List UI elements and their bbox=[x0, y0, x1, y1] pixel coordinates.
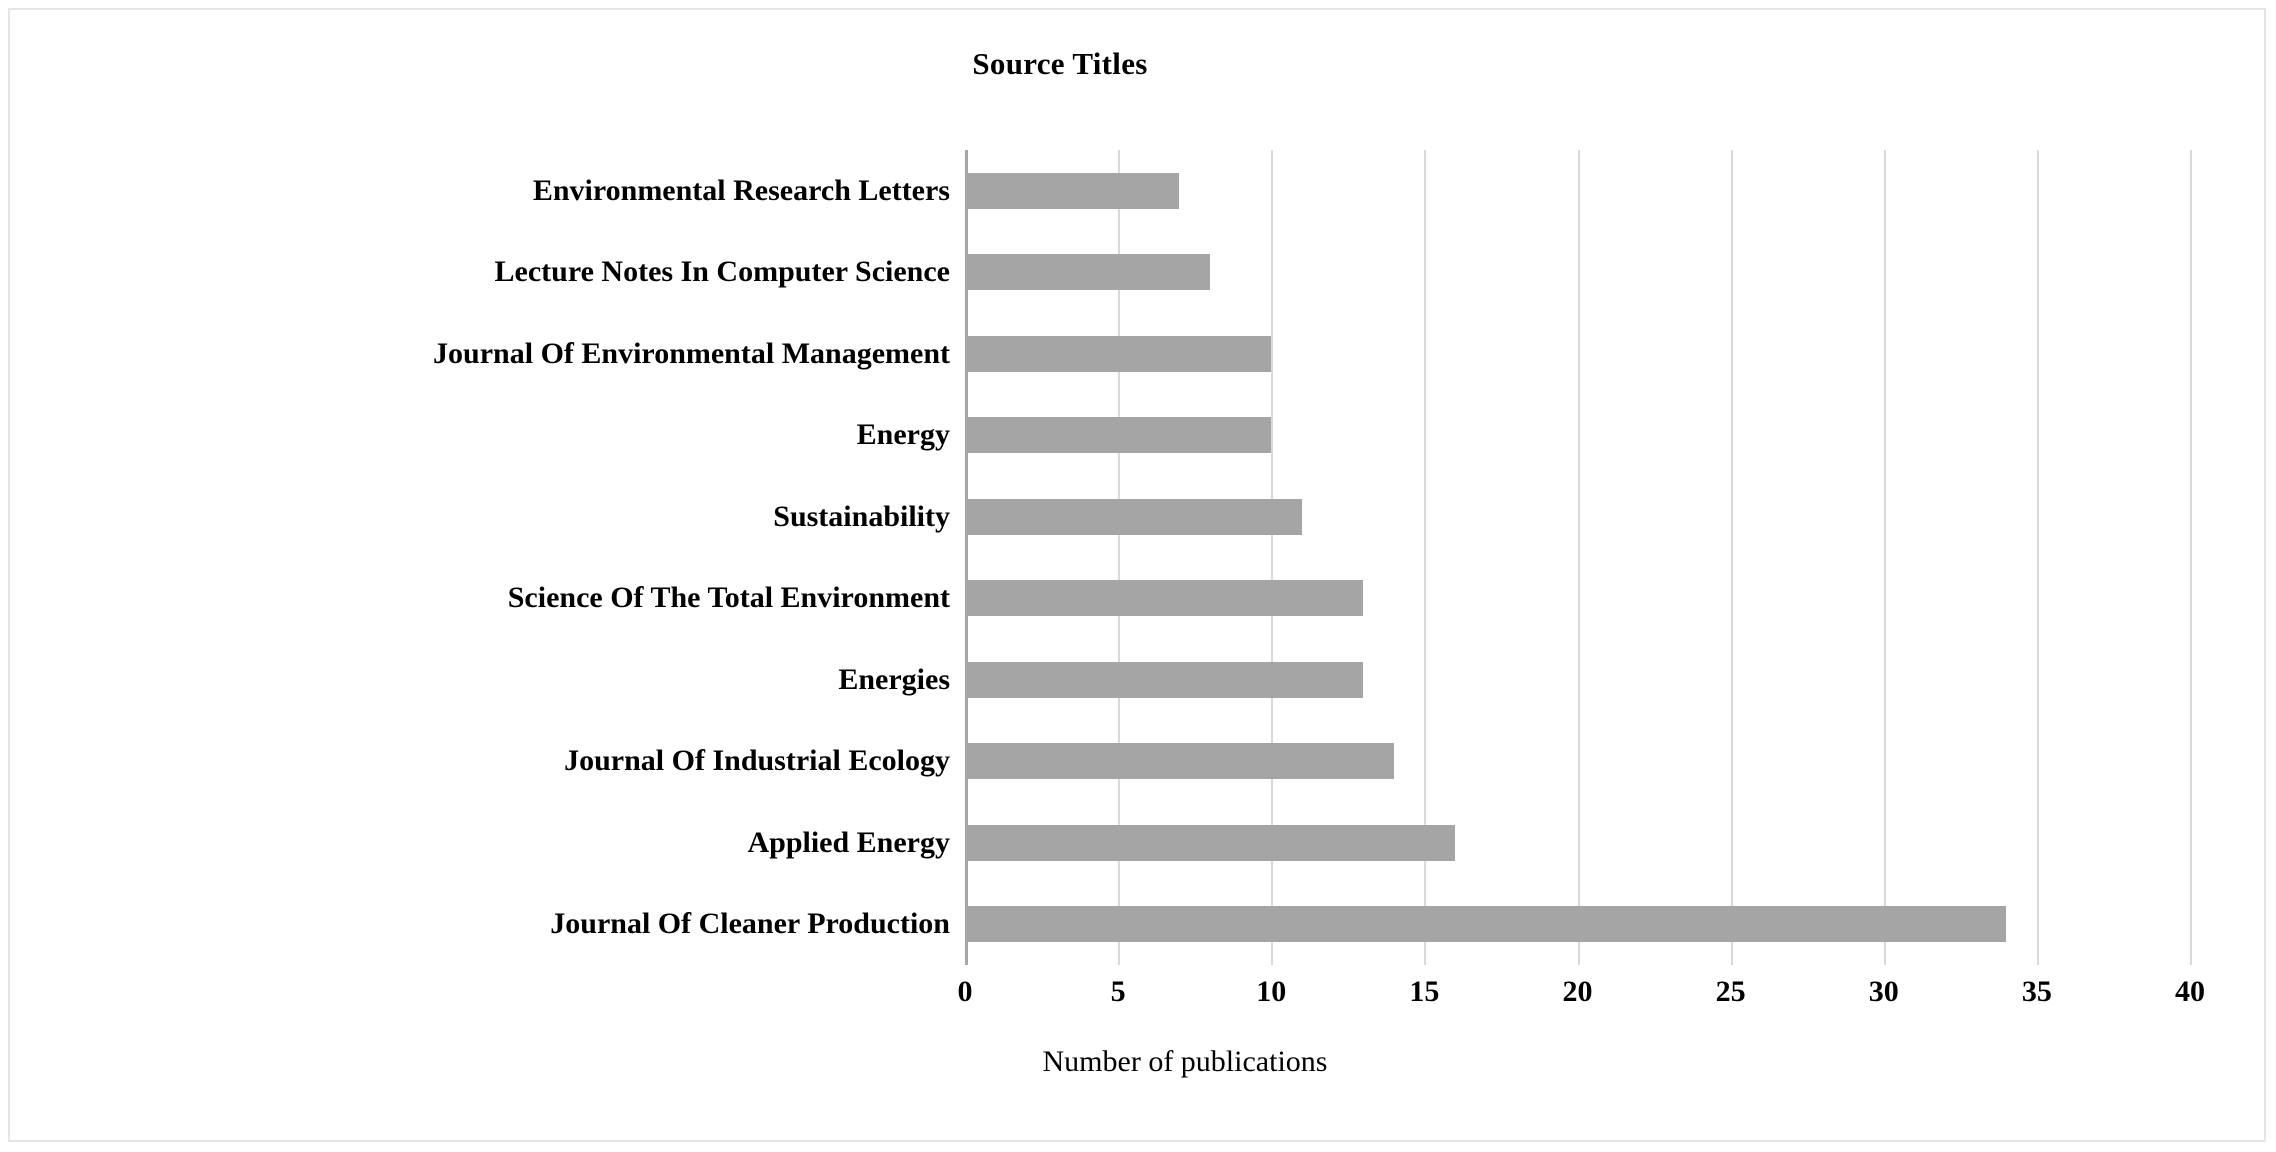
bar bbox=[965, 254, 1210, 290]
bar-row bbox=[965, 639, 2190, 721]
x-axis-tick-labels bbox=[957, 975, 2205, 1019]
bar bbox=[965, 336, 1271, 372]
bar bbox=[965, 825, 1455, 861]
x-tick-label: 0 bbox=[957, 975, 973, 1008]
category-label: Journal Of Environmental Management bbox=[433, 336, 950, 370]
bar-row bbox=[965, 884, 2190, 966]
x-tick-label: 15 bbox=[1409, 975, 1440, 1008]
chart-container bbox=[8, 8, 2266, 1142]
plot-area bbox=[965, 150, 2190, 965]
x-tick-label: 25 bbox=[1715, 975, 1746, 1008]
bar bbox=[965, 173, 1179, 209]
x-tick-label: 40 bbox=[2175, 975, 2205, 1008]
bar-row bbox=[965, 313, 2190, 395]
x-tick-label: 10 bbox=[1256, 975, 1287, 1008]
x-tick-label: 30 bbox=[1868, 975, 1899, 1008]
chart-title: Source Titles bbox=[972, 46, 1148, 81]
category-label: Lecture Notes In Computer Science bbox=[494, 255, 950, 289]
x-axis-title: Number of publications bbox=[1042, 1045, 1328, 1078]
category-label: Journal Of Cleaner Production bbox=[550, 907, 950, 941]
category-label: Sustainability bbox=[773, 499, 950, 533]
category-label: Energies bbox=[838, 662, 950, 696]
gridline bbox=[2190, 150, 2192, 965]
category-label: Science Of The Total Environment bbox=[507, 581, 950, 615]
bar-row bbox=[965, 395, 2190, 477]
y-axis-category-labels bbox=[260, 150, 950, 965]
bar bbox=[965, 743, 1394, 779]
category-label: Journal Of Industrial Ecology bbox=[564, 744, 950, 778]
bar-row bbox=[965, 558, 2190, 640]
bar bbox=[965, 906, 2006, 942]
x-tick-label: 35 bbox=[2021, 975, 2052, 1008]
bar-row bbox=[965, 232, 2190, 314]
x-tick-label: 20 bbox=[1562, 975, 1593, 1008]
bar bbox=[965, 499, 1302, 535]
x-tick-label: 5 bbox=[1110, 975, 1126, 1008]
bar bbox=[965, 580, 1363, 616]
bars-layer bbox=[965, 150, 2190, 965]
bar bbox=[965, 662, 1363, 698]
bar-row bbox=[965, 721, 2190, 803]
bar-row bbox=[965, 802, 2190, 884]
bar-row bbox=[965, 150, 2190, 232]
bar-row bbox=[965, 476, 2190, 558]
category-label: Energy bbox=[856, 418, 950, 452]
bar bbox=[965, 417, 1271, 453]
category-label: Environmental Research Letters bbox=[532, 173, 950, 207]
category-label: Applied Energy bbox=[747, 825, 950, 859]
